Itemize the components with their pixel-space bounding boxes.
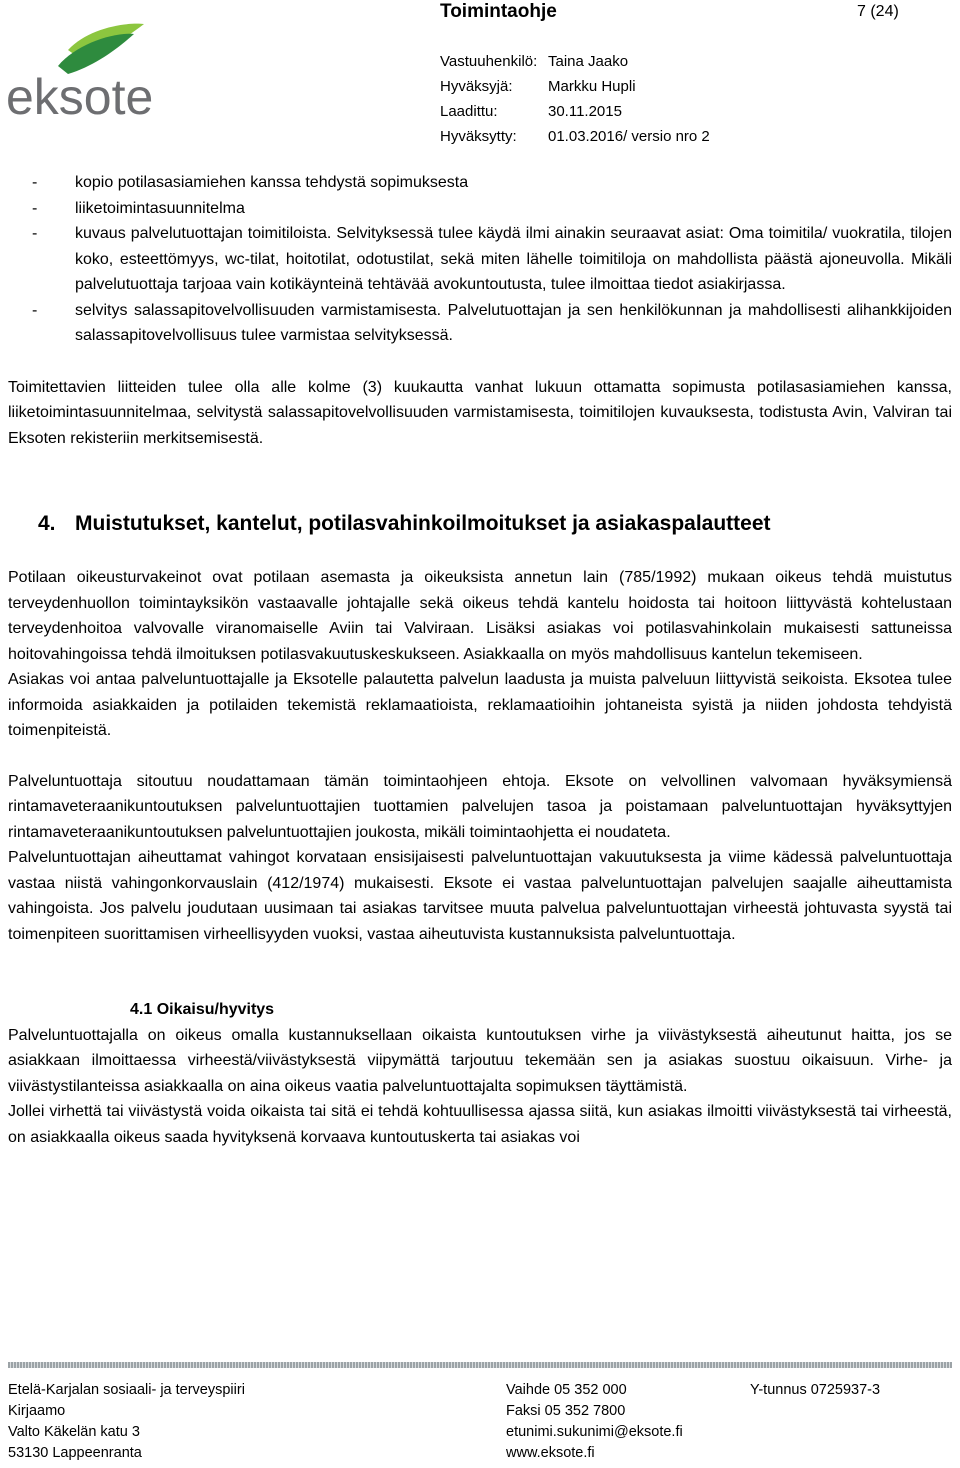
footer-divider (8, 1362, 952, 1368)
list-item-text: selvitys salassapitovelvollisuuden varmistamisesta. Palvelutuottajan ja sen henkilökunnan ja mahdollisesti alihankkijoiden salassapitovelvollisuus tulee varmistaa selvityksessä. (75, 301, 952, 344)
footer-contact (506, 1380, 683, 1464)
section-heading (8, 509, 952, 539)
meta-row-approver (440, 77, 710, 102)
list-item (8, 196, 952, 222)
attachments-paragraph: Toimitettavien liitteiden tulee olla alle kolme (3) kuukautta vanhat lukuun ottamatta sopimusta potilasasiamiehen kanssa, liiketoimintasuunnitelmaa, selvitystä salassapitovelvollisuuden varmistamisesta, toimitilojen kuvauksesta, todistusta Avin, Valviran tai Eksoten rekisteriin merkitsemisestä. (8, 378, 952, 447)
list-item-text: kuvaus palvelutuottajan toimitiloista. Selvityksessä tulee käydä ilmi ainakin seuraavat asiat: Oma toimitila/ vuokratila, tilojen koko, esteettömyys, wc-tilat, hoitotilat, odotustilat, sekä miten lähelle toimitiloja on mahdollista päästä ajoneuvolla. Mikäli palvelutuottaja tarjoaa vain kotikäynteinä tehtävää avokuntoutusta, tulee ilmoittaa tiedot asiakirjassa. (75, 225, 952, 293)
footer-line: Valto Käkelän katu 3 (8, 1424, 140, 1440)
meta-label: Laadittu: (440, 103, 498, 120)
page-number: 7 (24) (857, 3, 899, 20)
paragraph: Palveluntuottajalla on oikeus omalla kustannuksellaan oikaista kuntoutuksen virhe ja viivästyksestä aiheutunut haitta, jos se asiakkaan ilmoittaessa virheestä/viivästyksestä viipymättä tarjoutuu tekemään sen ja asiakas suostuu oikaisuun. Virhe- ja viivästystilanteissa asiakkaalla on aina oikeus vaatia palveluntuottajalta sopimuksen täyttämistä. (8, 1026, 952, 1095)
footer-address (8, 1380, 245, 1464)
footer-line: Kirjaamo (8, 1403, 66, 1419)
meta-label: Hyväksytty: (440, 128, 517, 145)
footer-line: 53130 Lappeenranta (8, 1445, 142, 1461)
list-item (8, 221, 952, 298)
document-title: Toimintaohje (440, 1, 557, 22)
eksote-logo (6, 22, 166, 124)
paragraph: Asiakas voi antaa palveluntuottajalle ja Eksotelle palautetta palvelun laadusta ja muista palveluun liittyvistä seikoista. Eksotea tulee informoida asiakkaiden ja potilaiden tekemistä reklamaatioista, reklamaatioihin johtaneista syistä ja niiden johdosta tehdyistä toimenpiteistä. (8, 671, 952, 739)
meta-value: Markku Hupli (548, 78, 636, 95)
list-item (8, 298, 952, 349)
meta-row-drafted (440, 102, 710, 127)
section-number: 4. (38, 512, 56, 535)
footer-fax: Faksi 05 352 7800 (506, 1403, 626, 1419)
footer-line: Etelä-Karjalan sosiaali- ja terveyspiiri (8, 1382, 245, 1398)
list-dash: - (32, 301, 38, 319)
meta-label: Hyväksyjä: (440, 78, 513, 95)
paragraph: Jollei virhettä tai viivästystä voida oikaista tai sitä ei tehdä kohtuullisessa ajassa siitä, kun asiakas ilmoitti viivästyksestä tai virheestä, on asiakkaalla oikeus saada hyvityksenä korvaava kuntoutuskerta tai asiakas voi (8, 1103, 952, 1146)
footer-email: etunimi.sukunimi@eksote.fi (506, 1424, 683, 1440)
footer-website: www.eksote.fi (506, 1445, 595, 1461)
meta-value: 01.03.2016/ versio nro 2 (548, 128, 710, 145)
list-dash: - (32, 174, 38, 191)
document-body (8, 170, 952, 1150)
list-item-text: kopio potilasasiamiehen kanssa tehdystä sopimuksesta (75, 174, 469, 191)
paragraph: Palveluntuottajan aiheuttamat vahingot korvataan ensisijaisesti palveluntuottajan vakuutuksesta ja viime kädessä palveluntuottaja vastaa niistä vahingonkorvauslain (412/1974) mukaisesti. Eksote ei vastaa palveluntuottajan palvelujen saajalle aiheuttamista vahingoista. Jos palvelu joudutaan uusimaan tai asiakas tarvitsee muuta palvelua palveluntuottajan virheestä johtuvasta syystä tai toimenpiteen suorittamisen virheellisyyden vuoksi, vastaa aiheutuvista kustannuksista palveluntuottaja. (8, 849, 952, 943)
logo-wordmark: eksote (6, 69, 154, 124)
footer-line: Y-tunnus 0725937-3 (750, 1382, 881, 1398)
list-item (8, 170, 952, 196)
list-item-text: liiketoimintasuunnitelma (75, 199, 245, 217)
meta-row-responsible (440, 52, 710, 77)
list-dash: - (32, 199, 38, 217)
paragraph: Potilaan oikeusturvakeinot ovat potilaan asemasta ja oikeuksista annetun lain (785/1992) mukaan oikeus tehdä muistutus terveydenhuollon toimintayksikön vastaavalle johtajalle sekä oikeus tehdä kantelu hoidosta tai hoitoon liittyvästä kohtelustaan terveydenhoitoa valvovalle viranomaiselle Aviin tai Valviraan. Lisäksi asiakas voi potilasvahinkolain mukaisesti sattuneissa hoitovahingoissa tehdä ilmoituksen potilasvakuutuskeskukseen. Asiakkaalla on myös mahdollisuus kantelun tekemiseen. (8, 569, 952, 663)
meta-value: Taina Jaako (548, 53, 629, 70)
section-title: Muistutukset, kantelut, potilasvahinkoilmoitukset ja asiakaspalautteet (75, 512, 771, 535)
meta-label: Vastuuhenkilö: (440, 53, 538, 70)
meta-row-approved (440, 127, 710, 152)
footer-phone: Vaihde 05 352 000 (506, 1382, 627, 1398)
subsection-heading: 4.1 Oikaisu/hyvitys (130, 1001, 275, 1018)
meta-value: 30.11.2015 (548, 103, 622, 120)
footer-business-id (750, 1380, 880, 1401)
document-meta (440, 52, 710, 152)
list-dash: - (32, 225, 38, 242)
paragraph: Palveluntuottaja sitoutuu noudattamaan tämän toimintaohjeen ehtoja. Eksote on velvollinen valvomaan hyväksymiensä rintamaveteraanikuntoutuksen palveluntuottajien tuottamien palvelujen tasoa ja poistamaan palveluntuottajan hyväksyttyjen rintamaveteraanikuntoutuksen palveluntuottajien joukosta, mikäli toimintaohjetta ei noudateta. (8, 772, 952, 841)
